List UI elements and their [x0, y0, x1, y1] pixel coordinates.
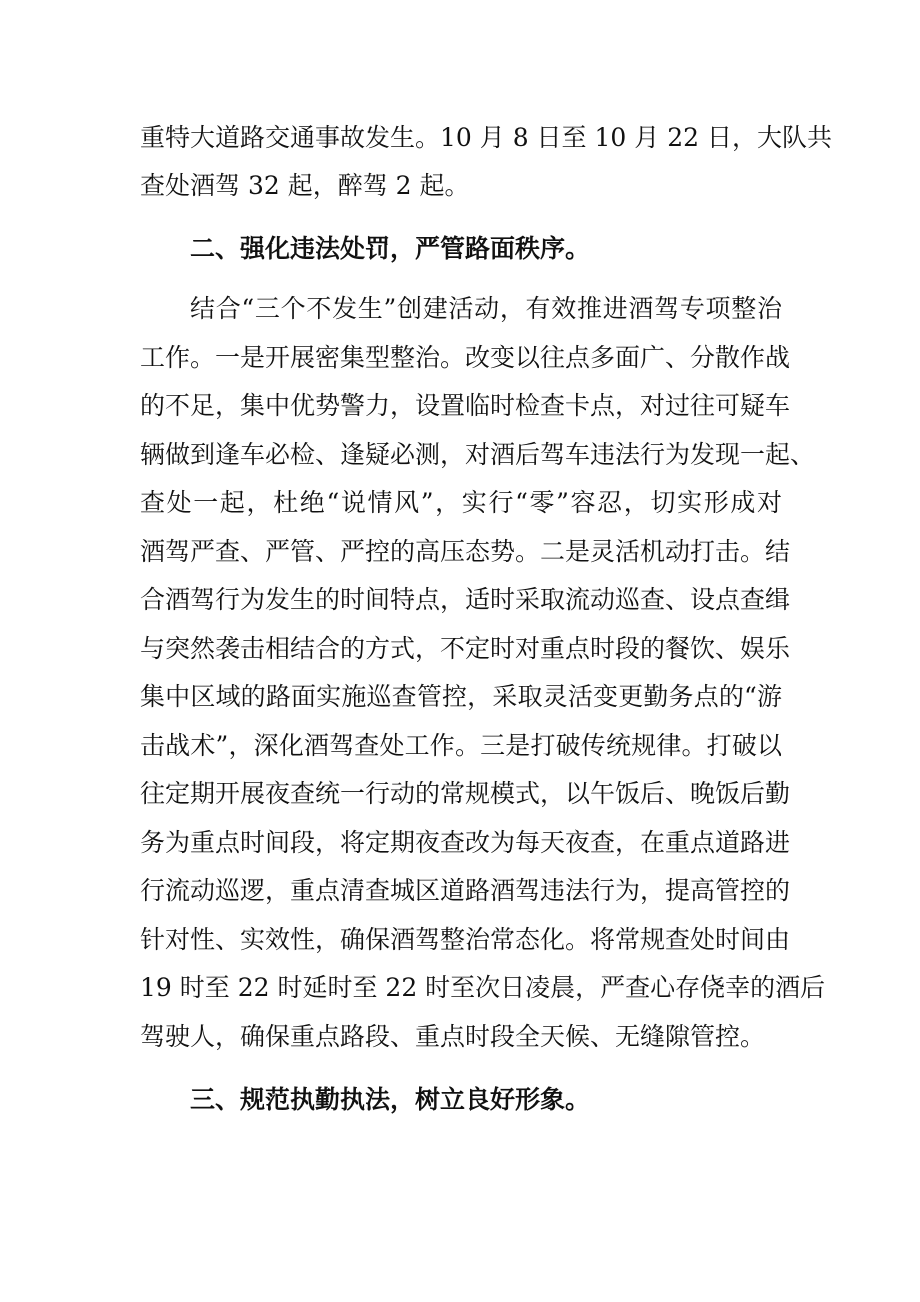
paragraph-line: 与突然袭击相结合的方式，不定时对重点时段的餐饮、娱乐 [140, 634, 791, 663]
paragraph-line: 集中区域的路面实施巡查管控，采取灵活变更勤务点的“游 [140, 682, 782, 711]
paragraph-line: 务为重点时间段，将定期夜查改为每天夜查，在重点道路进 [140, 828, 791, 857]
paragraph-line: 合酒驾行为发生的时间特点，适时采取流动巡查、设点查缉 [140, 585, 791, 614]
paragraph-line: 重特大道路交通事故发生。10 月 8 日至 10 月 22 日，大队共 [140, 123, 832, 152]
paragraph-line: 查处一起，杜绝“说情风”，实行“零”容忍，切实形成对 [140, 488, 782, 517]
paragraph-line: 驾驶人，确保重点路段、重点时段全天候、无缝隙管控。 [140, 1022, 766, 1051]
paragraph-line: 行流动巡逻，重点清查城区道路酒驾违法行为，提高管控的 [140, 876, 791, 905]
paragraph-line: 结合“三个不发生”创建活动，有效推进酒驾专项整治 [190, 294, 782, 323]
section-heading: 三、规范执勤执法，树立良好形象。 [190, 1085, 591, 1114]
paragraph-line: 辆做到逢车必检、逢疑必测，对酒后驾车违法行为发现一起、 [140, 440, 816, 469]
paragraph-line: 查处酒驾 32 起，醉驾 2 起。 [140, 171, 470, 200]
paragraph-line: 19 时至 22 时延时至 22 时至次日凌晨，严查心存侥幸的酒后 [140, 973, 826, 1002]
paragraph-line: 工作。一是开展密集型整治。改变以往点多面广、分散作战 [140, 343, 791, 372]
paragraph-line: 击战术”，深化酒驾查处工作。三是打破传统规律。打破以 [140, 731, 782, 760]
paragraph-line: 往定期开展夜查统一行动的常规模式，以午饭后、晚饭后勤 [140, 779, 791, 808]
section-heading: 二、强化违法处罚，严管路面秩序。 [190, 234, 591, 263]
paragraph-line: 针对性、实效性，确保酒驾整治常态化。将常规查处时间由 [140, 925, 791, 954]
paragraph-line: 酒驾严查、严管、严控的高压态势。二是灵活机动打击。结 [140, 537, 791, 566]
paragraph-line: 的不足，集中优势警力，设置临时检查卡点，对过往可疑车 [140, 391, 791, 420]
